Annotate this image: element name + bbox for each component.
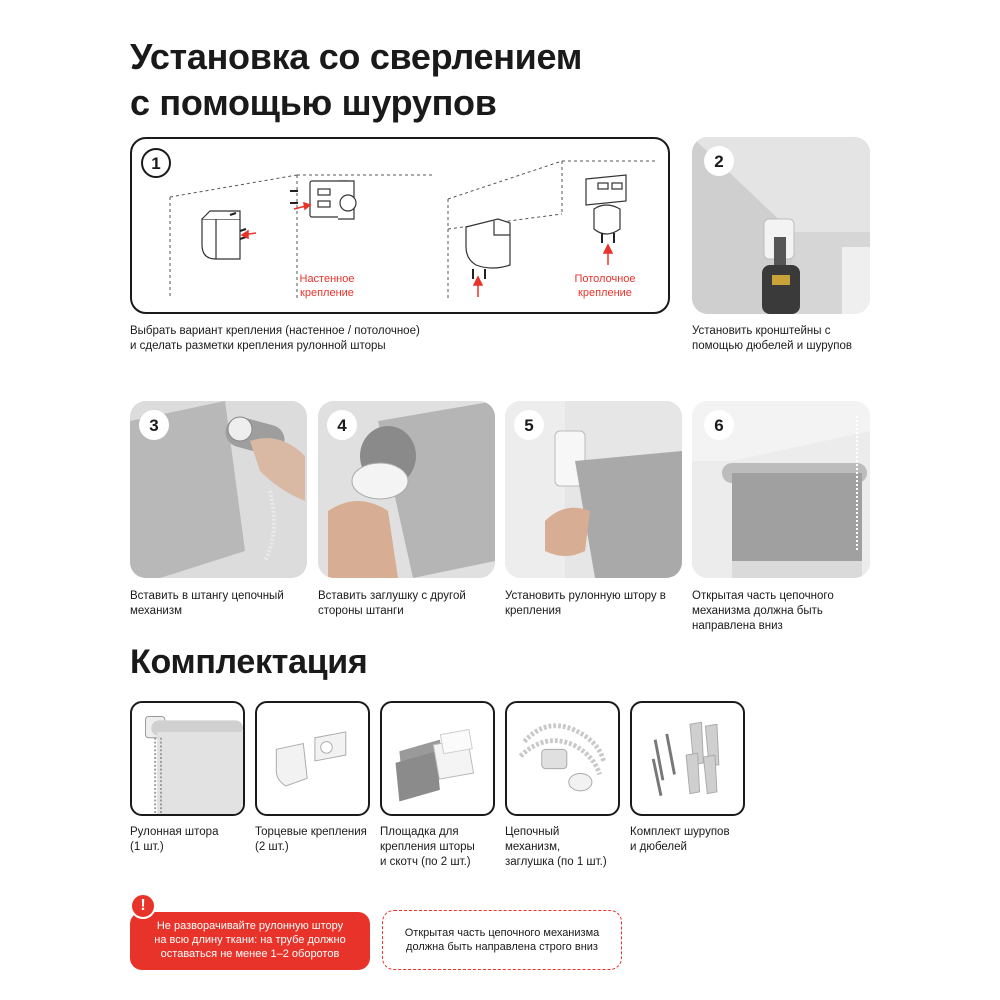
step-badge-3: 3 [139,410,169,440]
kit-item-screws-dowels [630,701,745,816]
step-6-caption [692,589,882,634]
note-box [382,910,622,970]
step-4-caption-line-2: стороны штанги [318,605,404,617]
ceiling-mount-label [560,272,650,300]
kit-caption-screws-dowels-line-2: и дюбелей [630,841,687,853]
ceiling-mount-label-line-2: крепление [578,287,632,299]
kit-item-mounting-pad [380,701,495,816]
note-line-1: Открытая часть цепочного механизма [404,927,600,939]
kit-caption-roller-blind-line-1: Рулонная штора [130,826,219,838]
step-2-caption [692,324,892,354]
step-badge-6: 6 [704,410,734,440]
warning-line-2: на всю длину ткани: на трубе должно [154,934,346,946]
wall-arrows [242,203,310,238]
kit-item-chain-mechanism [505,701,620,816]
roller-blind-icon [132,703,243,814]
step-2-caption-line-2: помощью дюбелей и шурупов [692,340,852,352]
step-2-caption-line-1: Установить кронштейны с [692,325,831,337]
kit-caption-roller-blind [130,825,250,855]
step-5-caption-line-2: крепления [505,605,562,617]
step-1-caption-line-1: Выбрать вариант крепления (настенное / потолочное) [130,325,420,337]
warning-icon: ! [130,893,156,919]
note-line-2: должна быть направлена строго вниз [406,941,598,953]
ceiling-mount-label-line-1: Потолочное [574,273,636,285]
kit-caption-mounting-pad-line-2: крепления шторы [380,841,475,853]
step-5-caption-line-1: Установить рулонную штору в [505,590,666,602]
step-3-photo [130,401,307,578]
kit-caption-screws-dowels [630,825,760,855]
step-3-caption-line-2: механизм [130,605,183,617]
kit-caption-end-brackets-line-2: (2 шт.) [255,841,289,853]
step-5-photo [505,401,682,578]
step-3-caption [130,589,310,619]
step-badge-1: 1 [141,148,171,178]
kit-caption-end-brackets [255,825,375,855]
step-4-caption-line-1: Вставить заглушку с другой [318,590,466,602]
step-1-caption-line-2: и сделать разметки крепления рулонной шторы [130,340,386,352]
end-brackets-icon [257,703,368,814]
step-5-caption [505,589,685,619]
wall-bracket-part [202,211,240,259]
wall-mount-label-line-1: Настенное [299,273,355,285]
wall-mount-label-line-2: крепление [300,287,354,299]
step-1-caption [130,324,670,354]
mounting-pad-icon [382,703,493,814]
ceiling-bracket-part [466,219,510,268]
kit-caption-mounting-pad-line-3: и скотч (по 2 шт.) [380,856,471,868]
kit-caption-chain-mechanism-line-1: Цепочный [505,826,560,838]
warning-box [130,912,370,970]
kit-caption-end-brackets-line-1: Торцевые крепления [255,826,367,838]
step-6-caption-line-3: направлена вниз [692,620,783,632]
step-2-photo [692,137,870,314]
wall-bracket-detail [310,181,356,219]
step-badge-2: 2 [704,146,734,176]
kit-item-roller-blind [130,701,245,816]
page-title [130,34,582,126]
kit-caption-mounting-pad-line-1: Площадка для [380,826,459,838]
step-6-caption-line-2: механизма должна быть [692,605,823,617]
kit-caption-mounting-pad [380,825,500,870]
screws-dowels-icon [632,703,743,814]
step-badge-5: 5 [514,410,544,440]
step-badge-4: 4 [327,410,357,440]
step-4-photo [318,401,495,578]
kit-caption-screws-dowels-line-1: Комплект шурупов [630,826,730,838]
kit-caption-chain-mechanism-line-2: механизм, [505,841,561,853]
wall-mount-label [287,272,367,300]
chain-mechanism-icon [507,703,618,814]
page-title-line-2: с помощью шурупов [130,82,497,123]
step-6-caption-line-1: Открытая часть цепочного [692,590,834,602]
step-1-diagram [130,137,670,314]
kit-caption-chain-mechanism-line-3: заглушка (по 1 шт.) [505,856,607,868]
step-3-caption-line-1: Вставить в штангу цепочный [130,590,284,602]
warning-line-3: оставаться не менее 1–2 оборотов [160,948,340,960]
kit-caption-chain-mechanism [505,825,625,870]
warning-line-1: Не разворачивайте рулонную штору [156,920,344,932]
page-title-line-1: Установка со сверлением [130,36,583,77]
kit-caption-roller-blind-line-2: (1 шт.) [130,841,164,853]
kit-item-end-brackets [255,701,370,816]
ceiling-bracket-detail [586,175,626,234]
step-4-caption [318,589,498,619]
step-6-photo [692,401,870,578]
kit-section-title: Комплектация [130,643,368,681]
